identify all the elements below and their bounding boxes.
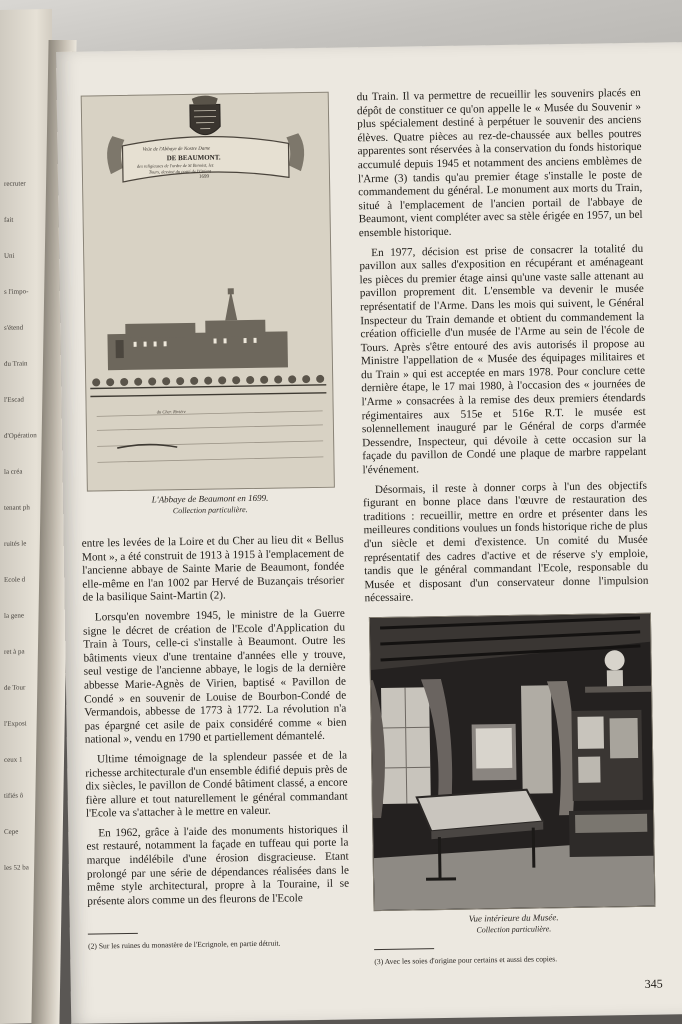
left-page-fragment: les 52 ba: [4, 863, 29, 872]
footnote-right: (3) Avec les soies d'origine pour certains et aussi des copies.: [374, 954, 558, 967]
left-page-fragment: tifiés ô: [4, 791, 24, 800]
left-page-fragment: d'Opération: [4, 431, 37, 440]
cartouche-text-1: Veüe de l'Abbaye de Nostre Dame: [142, 146, 211, 153]
paragraph-1945: Lorsqu'en novembre 1945, le ministre de la Guerre signe le décret de création de l'Ecole d'Application du Train à Tours, celle-ci s'installe à Beaumont. Outre les bâtiments vieux d'une trentaine d'années elle y trouve, seul vestige de l'ancienne abbaye, le logis de la dernière abbesse Marie-Agnès de Virien, baptisé « Pavillon de Condé » en souvenir de Louise de Bourbon-Condé de Vermandois, abbesse de 1773 à 1772. La révolution n'a pas épargné cet asile de paix considéré comme « bien national », vendu en 1790 et partiellement démantelé.: [83, 607, 347, 746]
museum-interior-image: [370, 614, 655, 910]
ground-label: du Cher. Rivière: [156, 409, 186, 415]
paragraph-1977: En 1977, décision est prise de consacrer la totalité du pavillon aux salles d'exposition en récupérant et aménageant les pièces du premier étage ainsi qu'une vaste salle attenant au pavillon proprement dit. L'ensemble va devenir le musée représentatif de l'Arme. Dans les mois qui suivent, le Général Inspecteur du Train demande et obtient du commandement la création officielle d'un musée de l'Arme au sein de l'école de Tours. Après s'être entouré des avis autorisés il propose au Ministre l'appellation de « Musée des équipages militaires et du Train » qui est acceptée en mars 1978. Pour conclure cette dernière étape, le 17 mai 1980, à l'occasion des « journées de l'Arme » consacrées à la remise des deux premiers étendards régimentaires aux 515e et 516e R.T. le musée est solennellement inauguré par le Général de corps d'armée Dessendre, Inspecteur, qui dévoile à cette occasion sur la façade du pavillon de Condé une plaque de marbre rappelant l'événement.: [359, 242, 647, 477]
left-page-fragment: de Tour: [4, 683, 26, 692]
cartouche-text-3: des religieuses de l'ordre de St Benoist, lez: [136, 162, 214, 169]
abbey-engraving-figure: [81, 92, 335, 492]
left-page-fragment: l'Exposi: [4, 719, 27, 728]
cartouche-text-4: Tours, dessiné du costé de l'Orient: [148, 168, 211, 175]
paragraph-desormais: Désormais, il reste à donner corps à l'un des objectifs figurant en bonne place dans l'œuvre de restauration des traditions : recueillir, mettre en ordre et présenter dans les meilleures conditions voulues un fonds historique riche de plus d'un siècle et demi d'existence. Un comité du Musée représentatif des cadres d'active et de réserve s'y emploie, tandis que le général commandant l'Ecole, responsable du Musée et disposant d'un conservateur donne l'impulsion nécessaire.: [363, 479, 649, 605]
museum-caption: [374, 911, 654, 937]
left-page-fragment: s'étend: [4, 323, 24, 332]
paragraph-beaumont: entre les levées de la Loire et du Cher au lieu dit « Bellus Mont », a été construit de 1913 à 1915 à l'emplacement de l'ancienne abbaye de Sainte Marie de Beaumont, fondée elle-même en l'an 1002 par Hervé de Buzançais trésorier de la basilique Saint-Martin (2).: [81, 533, 345, 605]
left-page-fragment: tenant ph: [4, 503, 30, 512]
left-page-fragment: recruter: [4, 179, 26, 188]
paragraph-1962: En 1962, grâce à l'aide des monuments historiques il est restauré, notamment la façade en tuffeau qui porte la marque indélébile d'une érosion disgracieuse. Etant prolongé par une série de dépendances réalisées dans le même style architectural, propre à la Touraine, il se présente alors comme un des fleurons de l'Ecole: [86, 823, 350, 908]
left-text-column: [82, 534, 350, 910]
footnote-rule-left: [88, 933, 138, 935]
left-page-fragment: fait: [4, 215, 14, 224]
abbey-engraving-image: [82, 93, 334, 491]
museum-caption-credit: Collection particulière.: [476, 924, 552, 935]
page-number: 345: [644, 976, 663, 991]
left-page-fragment: Ecole d: [4, 575, 26, 584]
left-page-fragment: Cepe: [4, 827, 19, 836]
abbey-caption-title: L'Abbaye de Beaumont en 1699.: [151, 492, 269, 505]
museum-interior-photo: [369, 613, 656, 911]
footnote-left: (2) Sur les ruines du monastère de l'Ecrignole, en partie détruit.: [87, 938, 281, 951]
left-page-fragment: l'Escad: [4, 395, 24, 404]
abbey-caption: [87, 492, 333, 518]
cartouche-text-2: DE BEAUMONT.: [166, 153, 221, 163]
footnote-rule-right: [374, 948, 434, 950]
museum-caption-title: Vue intérieure du Musée.: [468, 912, 559, 924]
left-page-fragment: ruités le: [4, 539, 27, 548]
left-page-fragment: la gene: [4, 611, 25, 620]
left-page-fragment: ceux 1: [4, 755, 23, 764]
left-page-fragment: ret à pa: [4, 647, 25, 656]
cartouche-year: 1699: [198, 174, 210, 180]
left-page-fragment: la créa: [4, 467, 23, 476]
right-page: [56, 42, 682, 1024]
left-page-fragment: du Train: [4, 359, 28, 368]
left-page-fragment: s l'impo-: [4, 287, 29, 296]
abbey-caption-credit: Collection particulière.: [172, 505, 248, 516]
left-page-fragment: Uni: [4, 251, 15, 260]
paragraph-musee-souvenir: du Train. Il va permettre de recueillir les souvenirs placés en dépôt de constituer ce qu'on appelle le « Musée du Souvenir » plus spécialement destiné à perpétuer le souvenir des anciens élèves. Quatre pièces au rez-de-chaussée aux belles poutres apparentes sont réservées à la conservation du fonds historique accumulé depuis 1945 et notamment des anciens emblèmes de l'Arme (3) tandis qu'au premier étage s'installe le poste de commandement du général. Le monument aux morts du Train, situé à l'emplacement de l'ancien portail de l'abbaye de Beaumont, vient compléter avec sa stèle érigée en 1957, un bel ensemble historique.: [356, 86, 643, 240]
right-text-column: [357, 87, 649, 612]
paragraph-temoignage: Ultime témoignage de la splendeur passée et de la richesse architecturale d'un ensemble édifié depuis près de dix siècles, le pavillon de Condé bâtiment classé, a encore fière allure et tout naturellement le général commandant l'Ecole va s'attacher à le mettre en valeur.: [85, 749, 348, 820]
